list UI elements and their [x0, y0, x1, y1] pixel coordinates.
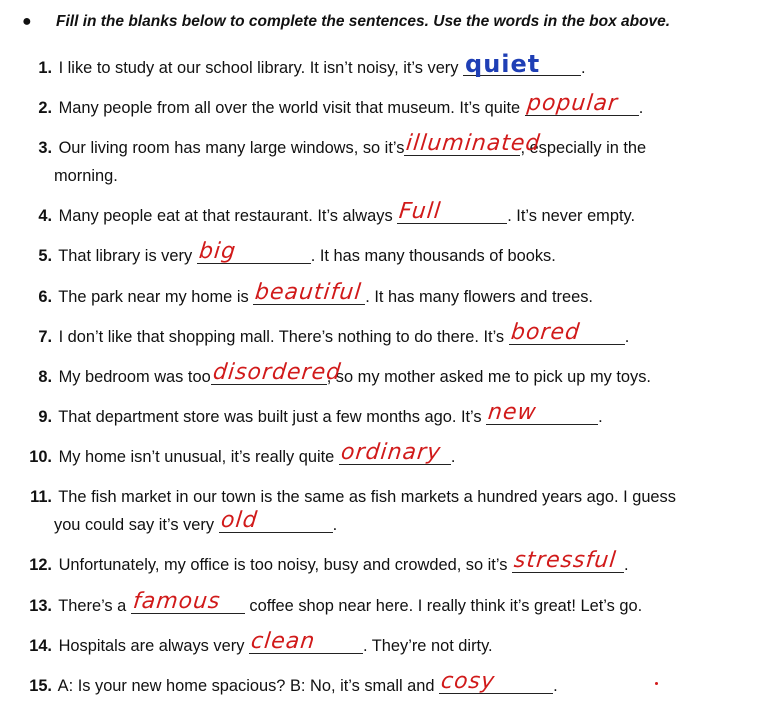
sentence-text: .: [332, 516, 338, 534]
handwritten-answer: new: [486, 400, 539, 425]
sentence-text: Hospitals are always very: [58, 637, 245, 655]
item-number: 7.: [38, 328, 52, 346]
sentence-text: .: [623, 556, 629, 574]
sentence-text: .: [638, 99, 644, 117]
answer-blank[interactable]: [463, 50, 581, 78]
item-number: 15.: [29, 677, 52, 695]
sentence-13: [14, 589, 643, 620]
sentence-text: The fish market in our town is the same as fish markets a hundred years ago. I guess: [58, 488, 676, 506]
item-number: 10.: [29, 448, 52, 466]
sentence-5: [14, 239, 556, 270]
item-number: 14.: [29, 637, 52, 655]
answer-blank[interactable]: [404, 131, 543, 156]
sentence-text: you could say it’s very: [54, 516, 215, 534]
item-number: 3.: [38, 139, 52, 157]
sentence-text: .: [450, 448, 456, 466]
sentence-text: .: [581, 59, 586, 77]
handwritten-answer: stressful: [512, 548, 618, 573]
sentence-text: . It has many flowers and trees.: [365, 288, 593, 306]
sentence-text: There’s a: [58, 597, 127, 615]
instructions-text: Fill in the blanks below to complete the sentences. Use the words in the box above.: [56, 13, 671, 30]
handwritten-answer: quiet: [465, 50, 541, 78]
sentence-12: [14, 548, 629, 579]
sentence-14: [14, 629, 493, 660]
answer-blank[interactable]: [509, 320, 625, 345]
sentence-text: . It has many thousands of books.: [310, 247, 556, 265]
item-number: 2.: [38, 99, 52, 117]
answer-blank[interactable]: [219, 508, 333, 533]
handwritten-answer: old: [219, 508, 259, 533]
sentence-text: .: [598, 408, 603, 426]
item-number: 1.: [38, 59, 52, 77]
item-number: 6.: [38, 288, 52, 306]
sentence-text: That library is very: [58, 247, 193, 265]
sentence-4: [14, 199, 636, 230]
sentence-3: [14, 131, 647, 162]
handwritten-answer: ordinary: [339, 440, 443, 465]
sentence-text: A: Is your new home spacious? B: No, it’s small and: [57, 677, 435, 695]
handwritten-answer: popular: [525, 91, 620, 116]
sentence-text: , especially in the: [520, 139, 647, 157]
sentence-text: Unfortunately, my office is too noisy, busy and crowded, so it’s: [58, 556, 508, 574]
sentence-15: [14, 669, 558, 700]
answer-blank[interactable]: [211, 360, 343, 385]
item-number: 9.: [38, 408, 52, 426]
sentence-text: My bedroom was too: [58, 368, 211, 386]
sentence-3-continued: morning.: [54, 167, 118, 185]
sentence-text: .: [553, 677, 558, 695]
item-number: 12.: [29, 556, 52, 574]
sentence-9: [14, 400, 603, 431]
sentence-text: I like to study at our school library. It isn’t noisy, it’s very: [58, 59, 459, 77]
handwritten-answer: bored: [509, 320, 582, 345]
item-number: 11.: [30, 488, 52, 506]
instructions: [22, 10, 762, 34]
sentence-8: [14, 360, 651, 391]
sentence-text: . It’s never empty.: [507, 207, 636, 225]
item-number: 5.: [38, 247, 52, 265]
sentence-text: My home isn’t unusual, it’s really quite: [58, 448, 335, 466]
sentence-7: [14, 320, 630, 351]
sentence-2: [14, 91, 644, 122]
bullet-icon: ●: [22, 13, 32, 30]
sentence-11-continued: [54, 508, 338, 539]
sentence-text: Our living room has many large windows, so it’s: [58, 139, 405, 157]
handwritten-answer: beautiful: [253, 280, 364, 305]
answer-blank[interactable]: [253, 280, 365, 305]
sentence-text: I don’t like that shopping mall. There’s nothing to do there. It’s: [58, 328, 505, 346]
ink-dot: [655, 682, 658, 685]
answer-blank[interactable]: [397, 199, 507, 224]
handwritten-answer: cosy: [439, 669, 497, 694]
sentence-10: [14, 440, 456, 471]
sentence-text: .: [624, 328, 630, 346]
answer-blank[interactable]: [197, 239, 311, 264]
sentence-text: The park near my home is: [58, 288, 249, 306]
handwritten-answer: disordered: [211, 360, 343, 385]
handwritten-answer: illuminated: [405, 131, 543, 156]
handwritten-answer: big: [197, 239, 238, 264]
sentence-text: coffee shop near here. I really think it’s great! Let’s go.: [249, 597, 643, 615]
answer-blank[interactable]: [131, 589, 245, 614]
sentence-text: That department store was built just a few months ago. It’s: [58, 408, 482, 426]
answer-blank[interactable]: [525, 91, 639, 116]
handwritten-answer: Full: [397, 199, 443, 224]
item-number: 8.: [38, 368, 52, 386]
answer-blank[interactable]: [249, 629, 363, 654]
answer-blank[interactable]: [486, 400, 598, 425]
item-number: 13.: [29, 597, 52, 615]
sentence-text: . They’re not dirty.: [362, 637, 493, 655]
sentence-text: Many people eat at that restaurant. It’s always: [58, 207, 393, 225]
sentence-6: [14, 280, 593, 311]
item-number: 4.: [38, 207, 52, 225]
answer-blank[interactable]: [439, 669, 553, 694]
sentence-text: , so my mother asked me to pick up my toys.: [326, 368, 651, 386]
sentence-11: [14, 483, 676, 511]
answer-blank[interactable]: [339, 440, 451, 465]
answer-blank[interactable]: [512, 548, 624, 573]
handwritten-answer: famous: [131, 589, 222, 614]
sentence-text: Many people from all over the world visit that museum. It’s quite: [58, 99, 521, 117]
handwritten-answer: clean: [249, 629, 317, 654]
sentence-1: [14, 50, 586, 82]
